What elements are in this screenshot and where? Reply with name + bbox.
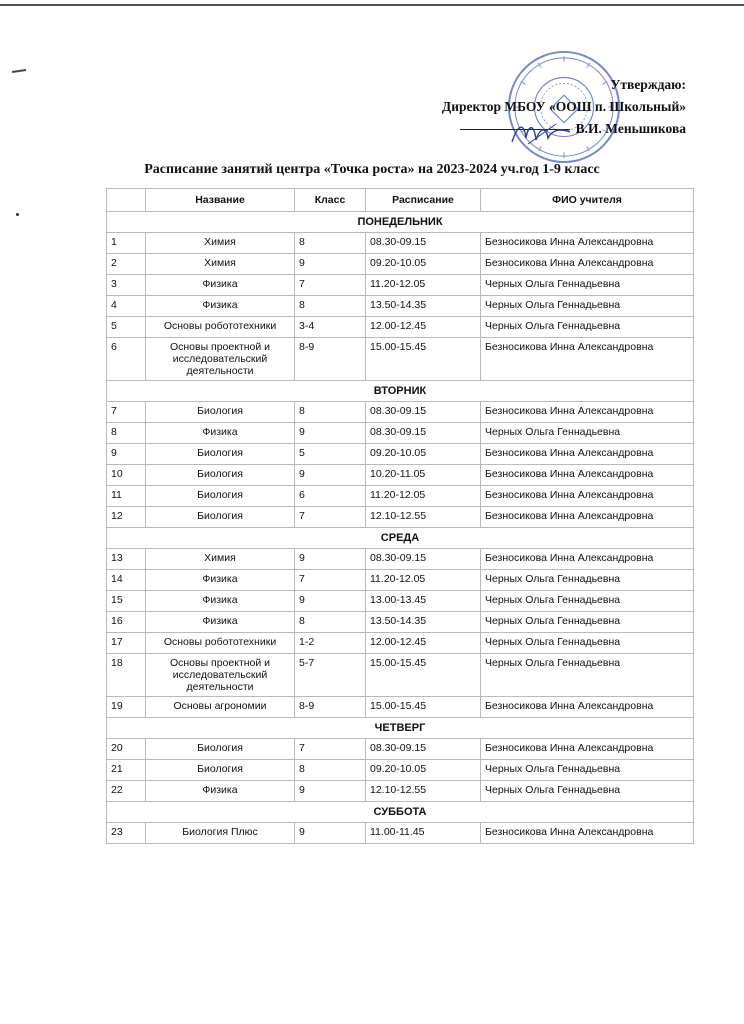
table-row (107, 444, 694, 465)
row-number: 6 (107, 338, 146, 381)
time-cell: 11.00-11.45 (366, 823, 481, 844)
scan-artifact (12, 69, 26, 73)
table-row (107, 612, 694, 633)
teacher-cell: Черных Ольга Геннадьевна (481, 275, 694, 296)
subject-name: Физика (146, 781, 295, 802)
table-row (107, 760, 694, 781)
time-cell: 12.10-12.55 (366, 781, 481, 802)
teacher-cell: Безносикова Инна Александровна (481, 254, 694, 275)
subject-name: Физика (146, 612, 295, 633)
table-row (107, 338, 694, 381)
class-cell: 9 (295, 423, 366, 444)
teacher-cell: Безносикова Инна Александровна (481, 739, 694, 760)
row-number: 20 (107, 739, 146, 760)
class-cell: 5 (295, 444, 366, 465)
header-teacher: ФИО учителя (481, 189, 694, 212)
row-number: 11 (107, 486, 146, 507)
table-row (107, 781, 694, 802)
header-number (107, 189, 146, 212)
subject-name: Биология (146, 507, 295, 528)
row-number: 13 (107, 549, 146, 570)
header-name: Название (146, 189, 295, 212)
row-number: 19 (107, 697, 146, 718)
class-cell: 6 (295, 486, 366, 507)
time-cell: 09.20-10.05 (366, 760, 481, 781)
subject-name: Физика (146, 275, 295, 296)
class-cell: 8 (295, 760, 366, 781)
scan-edge-line (0, 4, 744, 6)
row-number: 22 (107, 781, 146, 802)
class-cell: 5-7 (295, 654, 366, 697)
class-cell: 7 (295, 275, 366, 296)
day-name: СУББОТА (107, 802, 694, 823)
subject-name: Основы проектной и исследовательский деятельности (146, 654, 295, 697)
day-header-row (107, 381, 694, 402)
subject-name: Химия (146, 254, 295, 275)
table-row (107, 570, 694, 591)
class-cell: 9 (295, 465, 366, 486)
time-cell: 13.00-13.45 (366, 591, 481, 612)
time-cell: 08.30-09.15 (366, 423, 481, 444)
teacher-cell: Черных Ольга Геннадьевна (481, 612, 694, 633)
time-cell: 15.00-15.45 (366, 654, 481, 697)
time-cell: 10.20-11.05 (366, 465, 481, 486)
teacher-cell: Безносикова Инна Александровна (481, 465, 694, 486)
row-number: 2 (107, 254, 146, 275)
table-row (107, 296, 694, 317)
class-cell: 1-2 (295, 633, 366, 654)
teacher-cell: Черных Ольга Геннадьевна (481, 570, 694, 591)
table-row (107, 254, 694, 275)
time-cell: 09.20-10.05 (366, 254, 481, 275)
teacher-cell: Безносикова Инна Александровна (481, 486, 694, 507)
subject-name: Основы проектной и исследовательский деятельности (146, 338, 295, 381)
table-row (107, 486, 694, 507)
class-cell: 7 (295, 739, 366, 760)
subject-name: Химия (146, 233, 295, 254)
teacher-cell: Черных Ольга Геннадьевна (481, 591, 694, 612)
row-number: 12 (107, 507, 146, 528)
row-number: 15 (107, 591, 146, 612)
class-cell: 7 (295, 507, 366, 528)
approval-director-name: В.И. Меньшикова (575, 121, 686, 136)
table-row (107, 823, 694, 844)
row-number: 17 (107, 633, 146, 654)
time-cell: 12.00-12.45 (366, 317, 481, 338)
subject-name: Биология (146, 465, 295, 486)
day-name: ВТОРНИК (107, 381, 694, 402)
subject-name: Основы агрономии (146, 697, 295, 718)
day-header-row (107, 528, 694, 549)
handwritten-signature (508, 118, 578, 148)
time-cell: 11.20-12.05 (366, 570, 481, 591)
table-row (107, 317, 694, 338)
time-cell: 11.20-12.05 (366, 486, 481, 507)
table-row (107, 591, 694, 612)
subject-name: Физика (146, 570, 295, 591)
table-row (107, 233, 694, 254)
teacher-cell: Безносикова Инна Александровна (481, 697, 694, 718)
class-cell: 8 (295, 233, 366, 254)
class-cell: 9 (295, 549, 366, 570)
time-cell: 15.00-15.45 (366, 697, 481, 718)
class-cell: 9 (295, 254, 366, 275)
teacher-cell: Черных Ольга Геннадьевна (481, 633, 694, 654)
header-schedule: Расписание (366, 189, 481, 212)
subject-name: Химия (146, 549, 295, 570)
scan-artifact-dot (16, 213, 19, 216)
class-cell: 7 (295, 570, 366, 591)
time-cell: 08.30-09.15 (366, 402, 481, 423)
class-cell: 3-4 (295, 317, 366, 338)
class-cell: 8 (295, 296, 366, 317)
class-cell: 8-9 (295, 697, 366, 718)
table-row (107, 654, 694, 697)
day-header-row (107, 212, 694, 233)
teacher-cell: Безносикова Инна Александровна (481, 444, 694, 465)
class-cell: 8 (295, 402, 366, 423)
time-cell: 12.10-12.55 (366, 507, 481, 528)
day-name: ЧЕТВЕРГ (107, 718, 694, 739)
time-cell: 09.20-10.05 (366, 444, 481, 465)
time-cell: 15.00-15.45 (366, 338, 481, 381)
row-number: 8 (107, 423, 146, 444)
subject-name: Биология (146, 444, 295, 465)
time-cell: 13.50-14.35 (366, 296, 481, 317)
class-cell: 8-9 (295, 338, 366, 381)
time-cell: 13.50-14.35 (366, 612, 481, 633)
class-cell: 9 (295, 591, 366, 612)
schedule-table (106, 188, 694, 844)
teacher-cell: Черных Ольга Геннадьевна (481, 654, 694, 697)
table-row (107, 739, 694, 760)
class-cell: 8 (295, 612, 366, 633)
table-row (107, 423, 694, 444)
teacher-cell: Черных Ольга Геннадьевна (481, 760, 694, 781)
row-number: 16 (107, 612, 146, 633)
table-row (107, 465, 694, 486)
day-name: ПОНЕДЕЛЬНИК (107, 212, 694, 233)
table-row (107, 402, 694, 423)
subject-name: Биология Плюс (146, 823, 295, 844)
row-number: 21 (107, 760, 146, 781)
teacher-cell: Безносикова Инна Александровна (481, 507, 694, 528)
subject-name: Физика (146, 296, 295, 317)
teacher-cell: Безносикова Инна Александровна (481, 233, 694, 254)
row-number: 5 (107, 317, 146, 338)
subject-name: Физика (146, 423, 295, 444)
class-cell: 9 (295, 781, 366, 802)
row-number: 9 (107, 444, 146, 465)
subject-name: Биология (146, 760, 295, 781)
row-number: 23 (107, 823, 146, 844)
time-cell: 08.30-09.15 (366, 739, 481, 760)
table-row (107, 507, 694, 528)
row-number: 4 (107, 296, 146, 317)
teacher-cell: Безносикова Инна Александровна (481, 338, 694, 381)
teacher-cell: Черных Ольга Геннадьевна (481, 296, 694, 317)
time-cell: 11.20-12.05 (366, 275, 481, 296)
table-row (107, 275, 694, 296)
subject-name: Физика (146, 591, 295, 612)
subject-name: Биология (146, 486, 295, 507)
schedule-body (107, 212, 694, 844)
day-header-row (107, 718, 694, 739)
class-cell: 9 (295, 823, 366, 844)
row-number: 18 (107, 654, 146, 697)
approval-director-position: Директор МБОУ «ООШ п. Школьный» (441, 99, 686, 114)
header-class: Класс (295, 189, 366, 212)
time-cell: 08.30-09.15 (366, 549, 481, 570)
teacher-cell: Безносикова Инна Александровна (481, 402, 694, 423)
day-header-row (107, 802, 694, 823)
document-title: Расписание занятий центра «Точка роста» на 2023-2024 уч.год 1-9 класс (144, 162, 600, 177)
teacher-cell: Черных Ольга Геннадьевна (481, 423, 694, 444)
teacher-cell: Безносикова Инна Александровна (481, 549, 694, 570)
table-row (107, 549, 694, 570)
teacher-cell: Безносикова Инна Александровна (481, 823, 694, 844)
teacher-cell: Черных Ольга Геннадьевна (481, 781, 694, 802)
row-number: 3 (107, 275, 146, 296)
table-row (107, 697, 694, 718)
subject-name: Основы робототехники (146, 317, 295, 338)
time-cell: 12.00-12.45 (366, 633, 481, 654)
table-row (107, 633, 694, 654)
row-number: 1 (107, 233, 146, 254)
table-header-row (107, 189, 694, 212)
subject-name: Биология (146, 402, 295, 423)
row-number: 7 (107, 402, 146, 423)
row-number: 10 (107, 465, 146, 486)
row-number: 14 (107, 570, 146, 591)
subject-name: Биология (146, 739, 295, 760)
subject-name: Основы робототехники (146, 633, 295, 654)
time-cell: 08.30-09.15 (366, 233, 481, 254)
teacher-cell: Черных Ольга Геннадьевна (481, 317, 694, 338)
approval-heading: Утверждаю: (610, 77, 686, 92)
day-name: СРЕДА (107, 528, 694, 549)
